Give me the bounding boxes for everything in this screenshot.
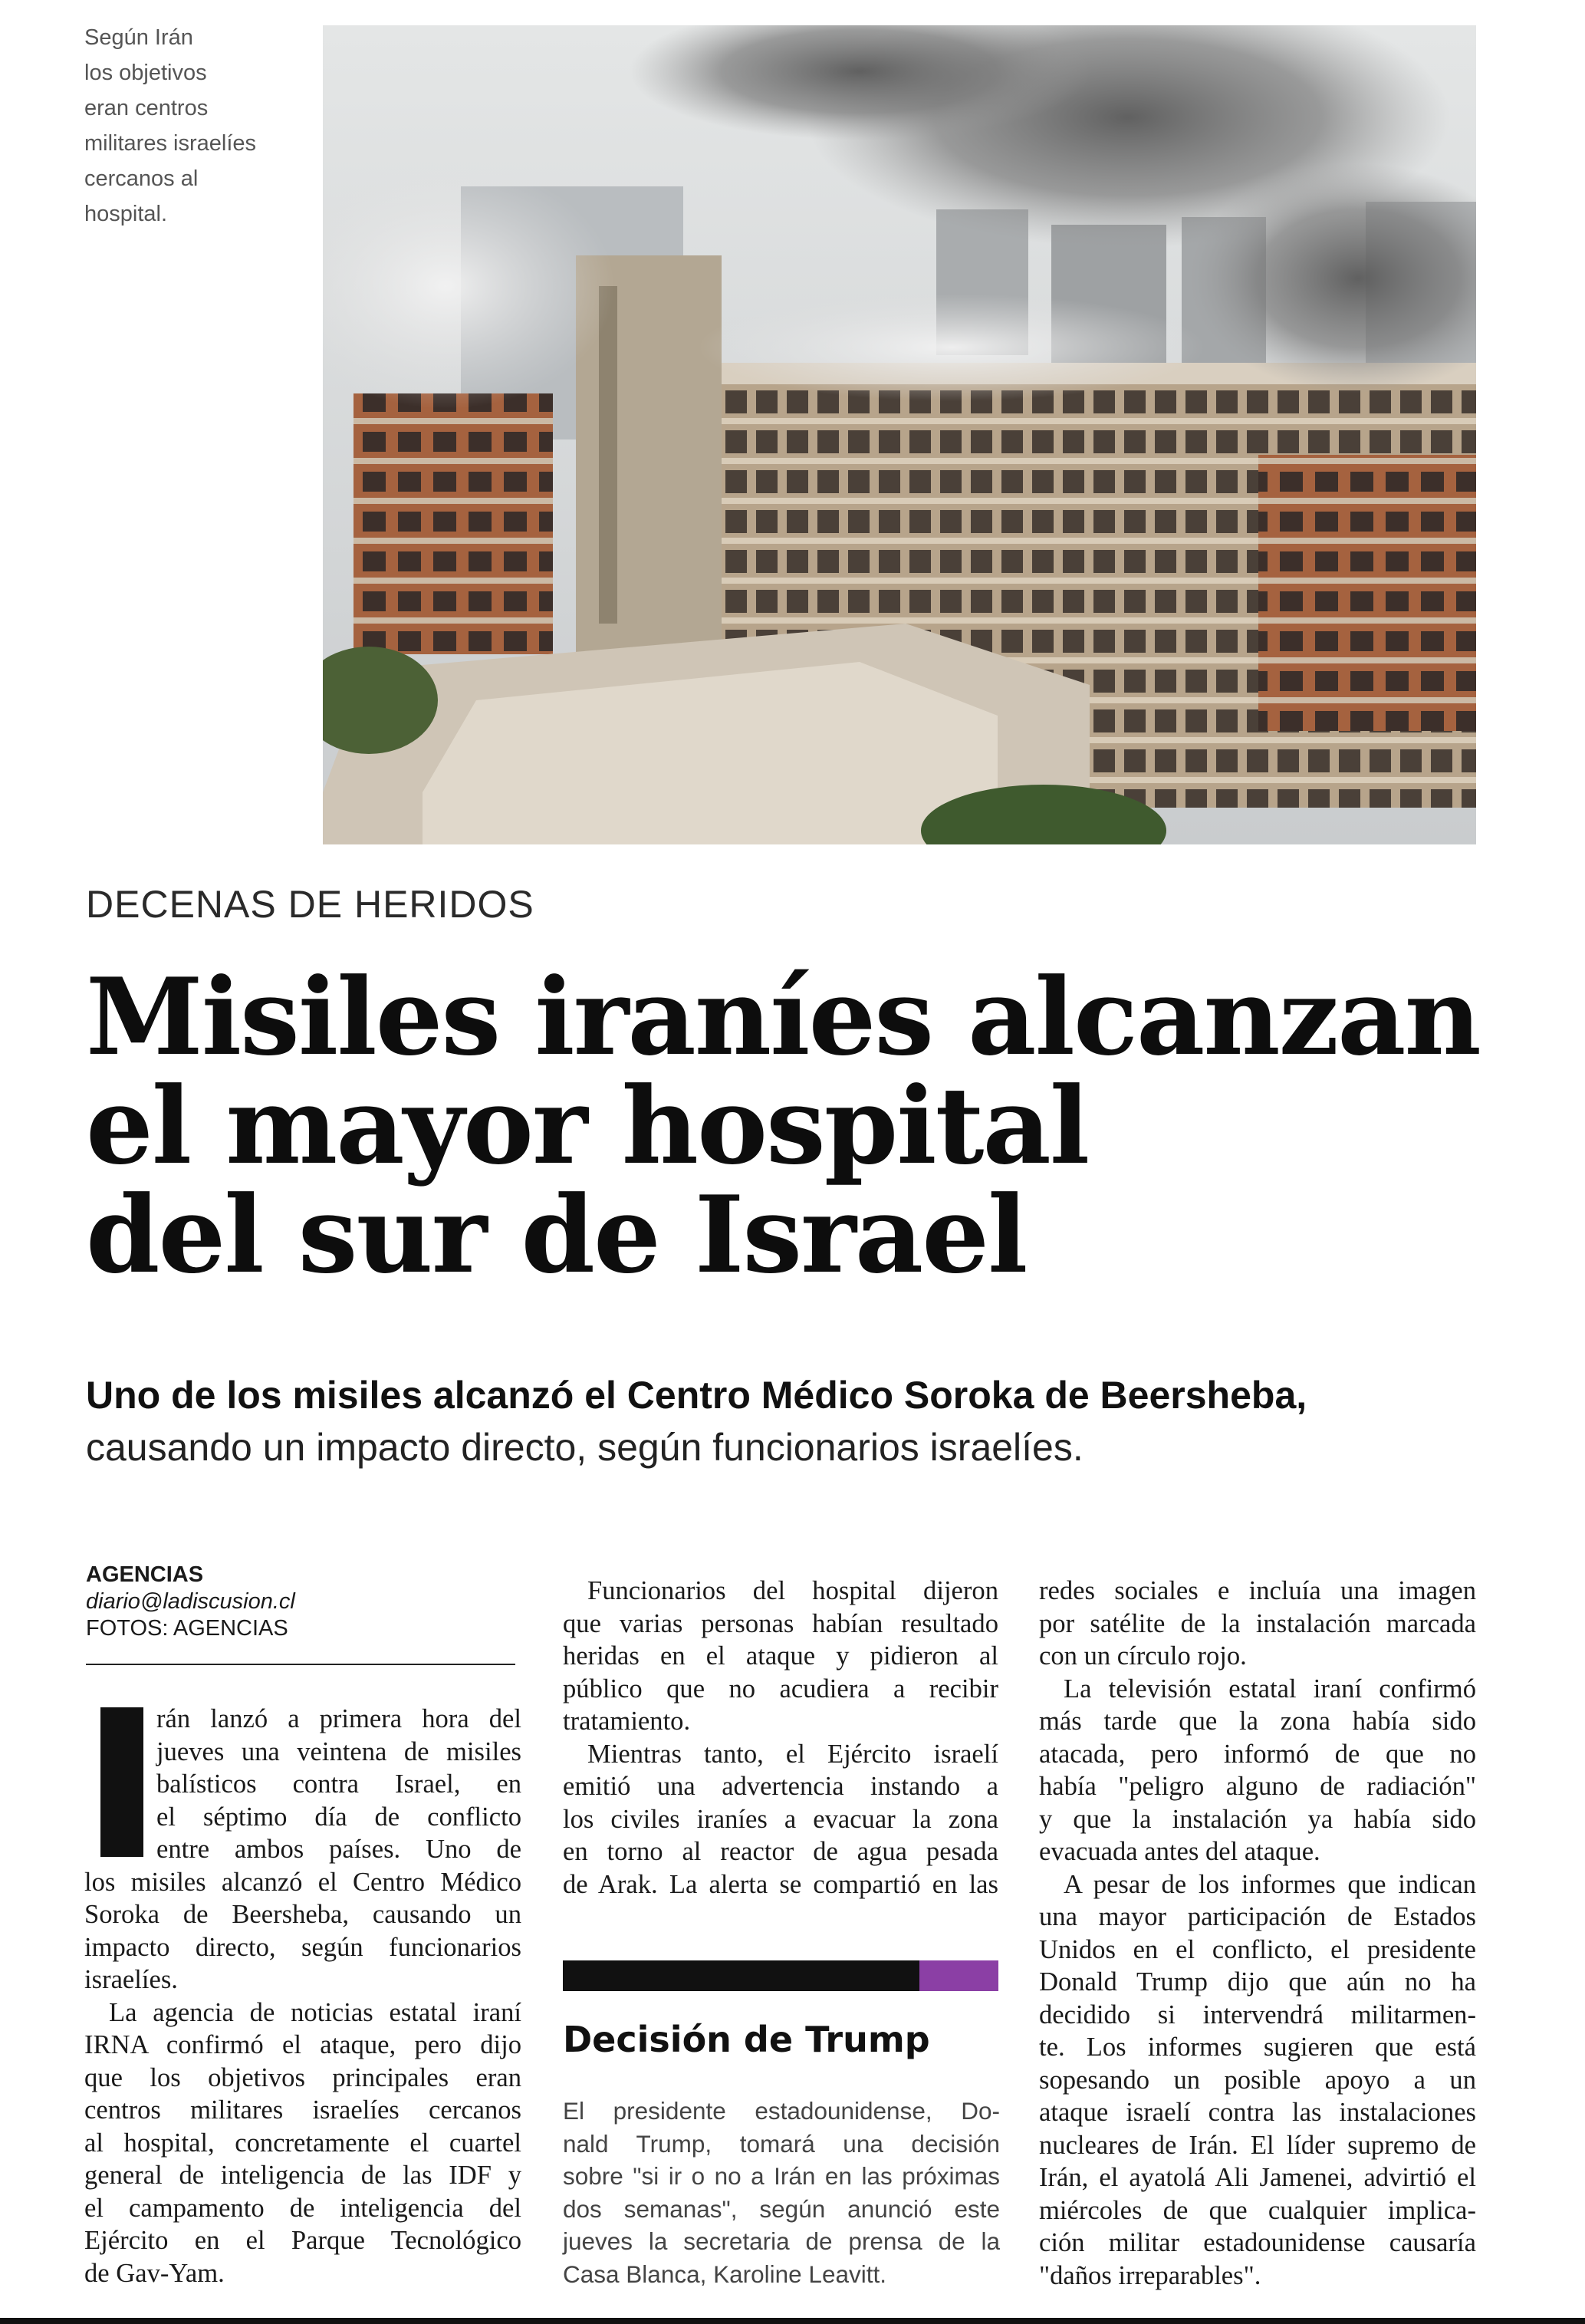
headline-line: del sur de Israel [86, 1172, 1027, 1297]
body-line: más tarde que la zona había sido [1039, 1707, 1476, 1736]
body-line: al hospital, concretamente el cuartel [84, 2128, 521, 2158]
body-line: que los objetivos principales eran [84, 2062, 521, 2092]
body-line: con un círculo rojo. [1039, 1641, 1247, 1671]
section-rule [563, 1960, 998, 1991]
body-line: de Arak. La alerta se compartió en las [563, 1869, 998, 1899]
hospital-building-smoke-photo [323, 25, 1476, 844]
body-line: Funcionarios del hospital dijeron [587, 1576, 998, 1605]
body-line: una mayor participación de Estados [1039, 1902, 1476, 1931]
body-line: rán lanzó a primera hora del [156, 1704, 521, 1733]
byline-agency: AGENCIAS [86, 1562, 204, 1587]
body-line: de Gav-Yam. [84, 2258, 225, 2288]
photo-caption [84, 20, 307, 232]
body-line: heridas en el ataque y pidieron al [563, 1641, 998, 1671]
body-line: emitió una advertencia instando a [563, 1772, 998, 1801]
byline-email[interactable]: diario@ladiscusion.cl [86, 1589, 295, 1614]
body-line: Soroka de Beersheba, causando un [84, 1900, 521, 1929]
body-line: te. Los informes sugieren que está [1039, 2033, 1476, 2062]
body-line: A pesar de los informes que indican [1064, 1869, 1476, 1899]
body-line: tratamiento. [563, 1707, 691, 1736]
section-rule-accent [919, 1960, 998, 1991]
body-line: y que la instalación ya había sido [1039, 1804, 1476, 1834]
byline-photos: FOTOS: AGENCIAS [86, 1616, 288, 1641]
body-line: evacuada antes del ataque. [1039, 1837, 1320, 1866]
body-line: redes sociales e incluía una imagen [1039, 1576, 1476, 1605]
body-line: La agencia de noticias estatal iraní [109, 1997, 521, 2027]
deck-lead: Uno de los misiles alcanzó el Centro Médico Soroka de Beersheba, [86, 1374, 1307, 1417]
deck-rest: causando un impacto directo, según funcionarios israelíes. [86, 1426, 1084, 1469]
body-line: jueves una veintena de misiles [156, 1736, 521, 1766]
body-column-3 [1039, 1575, 1476, 2292]
kicker: DECENAS DE HERIDOS [86, 883, 534, 926]
body-line: el séptimo día de conflicto [156, 1802, 521, 1832]
body-line: atacada, pero informó de que no [1039, 1739, 1476, 1769]
body-line: Irán, el ayatolá Ali Jamenei, advirtió el [1039, 2163, 1476, 2192]
byline [86, 1562, 515, 1665]
headline [86, 954, 1497, 1297]
body-line: Donald Trump dijo que aún no ha [1039, 1967, 1476, 1996]
deck [86, 1369, 1489, 1473]
sidebar-line: dos semanas", según anunció este [563, 2194, 1000, 2223]
body-line: los misiles alcanzó el Centro Médico [84, 1867, 521, 1897]
body-line: Mientras tanto, el Ejército israelí [587, 1739, 998, 1769]
body-column-2 [563, 1575, 998, 1901]
sidebar-line: El presidente estadounidense, Do- [563, 2097, 1000, 2125]
subhead: Decisión de Trump [563, 2019, 930, 2060]
body-line: balísticos contra Israel, en [156, 1769, 521, 1799]
sidebar-line: nald Trump, tomará una decisión [563, 2129, 1000, 2158]
body-line: centros militares israelíes cercanos [84, 2095, 521, 2125]
body-line: que varias personas habían resultado [563, 1608, 998, 1638]
caption-line: Según Irán [84, 25, 193, 50]
body-line: sopesando un posible apoyo a un [1039, 2065, 1476, 2095]
body-line: general de inteligencia de las IDF y [84, 2161, 521, 2190]
body-line: israelíes. [84, 1965, 178, 1994]
body-line: público que no acudiera a recibir [563, 1674, 998, 1703]
body-line: ción militar estadounidense causaría [1039, 2228, 1476, 2257]
body-line: el campamento de inteligencia del [84, 2193, 521, 2223]
body-line: La televisión estatal iraní confirmó [1064, 1674, 1476, 1703]
sidebar-line: jueves la secretaria de prensa de la [563, 2227, 1000, 2255]
caption-line: militares israelíes [84, 131, 256, 156]
body-line: Unidos en el conflicto, el presidente [1039, 1934, 1476, 1964]
body-column-1 [84, 1703, 521, 2289]
body-line: entre ambos países. Uno de [156, 1835, 521, 1864]
hospital-photo [323, 25, 1476, 844]
caption-line: cercanos al [84, 166, 199, 191]
body-line: los civiles iraníes a evacuar la zona [563, 1804, 998, 1834]
body-line: decidido si intervendrá militarmen- [1039, 2000, 1476, 2029]
body-line: nucleares de Irán. El líder supremo de [1039, 2130, 1476, 2160]
body-line: IRNA confirmó el ataque, pero dijo [84, 2030, 521, 2059]
caption-line: eran centros [84, 96, 209, 120]
headline-line: Misiles iraníes alcanzan [86, 954, 1480, 1079]
caption-line: hospital. [84, 202, 168, 226]
page-bottom-rule [0, 2318, 1585, 2324]
body-line: ataque israelí contra las instalaciones [1039, 2098, 1476, 2127]
body-line: Ejército en el Parque Tecnológico [84, 2226, 521, 2255]
sidebar-text [563, 2095, 1000, 2290]
body-line: impacto directo, según funcionarios [84, 1932, 521, 1962]
sidebar-line: sobre "si ir o no a Irán en las próximas [563, 2162, 1000, 2190]
headline-line: el mayor hospital [86, 1063, 1089, 1188]
body-line: por satélite de la instalación marcada [1039, 1608, 1476, 1638]
sidebar-line: Casa Blanca, Karoline Leavitt. [563, 2260, 886, 2288]
body-line: había "peligro alguno de radiación" [1039, 1772, 1476, 1801]
body-line: "daños irreparables". [1039, 2260, 1261, 2290]
body-line: en torno al reactor de agua pesada [563, 1837, 998, 1866]
caption-line: los objetivos [84, 61, 207, 85]
body-line: miércoles de que cualquier implica- [1039, 2195, 1476, 2225]
